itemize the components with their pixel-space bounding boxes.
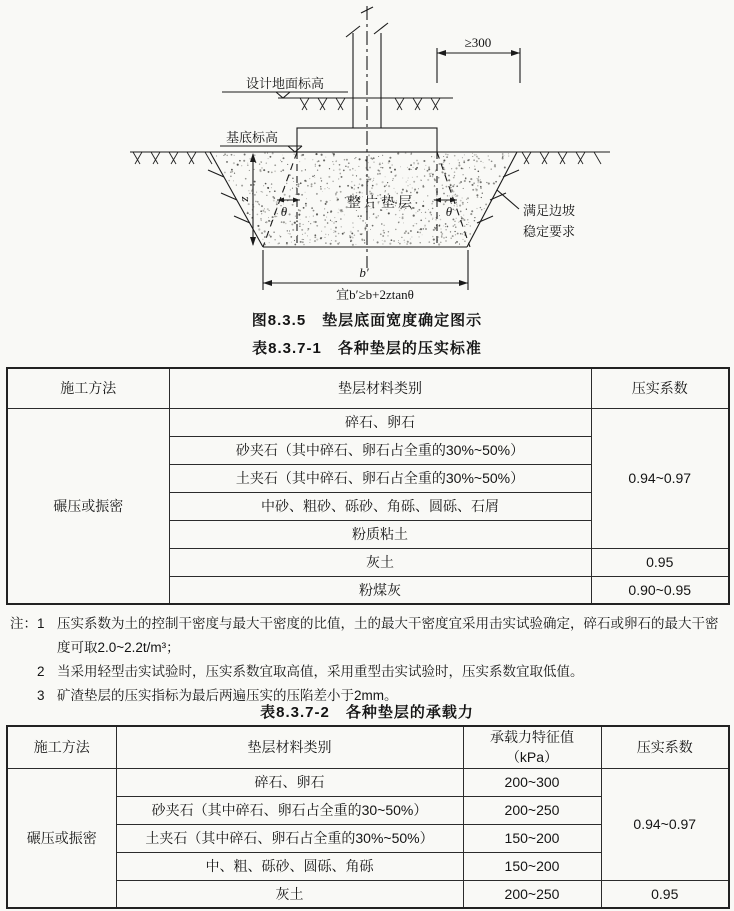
slope-note-line1: 满足边坡: [523, 203, 576, 218]
cushion-label: 整片垫层: [347, 194, 415, 210]
coeff-cell: 0.95: [601, 880, 729, 908]
note-text: 矿渣垫层的压实指标为最后两遍压实的压陷差小于2mm。: [57, 688, 398, 703]
material-cell: 碎石、卵石: [169, 408, 591, 436]
figure-caption: [0, 309, 734, 330]
bearing-cell: 150~200: [463, 824, 601, 852]
method-cell: 碾压或振密: [7, 768, 116, 908]
width-formula: 宜b′≥b+2ztanθ: [336, 287, 414, 302]
material-cell: 中砂、粗砂、砾砂、角砾、圆砾、石屑: [169, 492, 591, 520]
material-cell: 粉煤灰: [169, 576, 591, 604]
method-cell: 碾压或振密: [7, 408, 169, 604]
header-bearing: 承载力特征值（kPa）: [463, 726, 601, 768]
material-cell: 砂夹石（其中碎石、卵石占全重的30%~50%）: [169, 436, 591, 464]
bearing-cell: 200~250: [463, 796, 601, 824]
coeff-cell: 0.90~0.95: [591, 576, 729, 604]
table1-caption-title: 各种垫层的压实标准: [337, 340, 482, 357]
dim-300-label: ≥300: [464, 35, 492, 50]
table1-caption: [0, 337, 734, 358]
header-method: 施工方法: [7, 368, 169, 408]
slope-note-line2: 稳定要求: [523, 224, 576, 239]
table2-caption-title: 各种垫层的承载力: [345, 704, 474, 721]
material-cell: 粉质粘土: [169, 520, 591, 548]
header-material: 垫层材料类别: [116, 726, 463, 768]
bearing-cell: 200~250: [463, 880, 601, 908]
header-material: 垫层材料类别: [169, 368, 591, 408]
note-text: 压实系数为土的控制干密度与最大干密度的比值，土的最大干密度宜采用击实试验确定，碎石或卵石的最大干密度可取2.0~2.2t/m³；: [57, 616, 719, 655]
material-cell: 灰土: [116, 880, 463, 908]
note-number: 1: [37, 616, 45, 631]
header-method: 施工方法: [7, 726, 116, 768]
elevation-symbol-design-ground: [276, 92, 290, 98]
table1-notes: [0, 612, 731, 708]
z-dim-label: z: [236, 196, 251, 202]
table-row: [7, 880, 729, 908]
bearing-cell: 150~200: [463, 852, 601, 880]
figure-caption-number: 图8.3.5: [251, 312, 307, 329]
compaction-standard-table: [6, 367, 730, 605]
table-row: [7, 768, 729, 796]
table2-caption-number: 表8.3.7-2: [260, 704, 330, 721]
bearing-cell: 200~300: [463, 768, 601, 796]
header-coeff: 压实系数: [601, 726, 729, 768]
material-cell: 中、粗、砾砂、圆砾、角砾: [116, 852, 463, 880]
material-cell: 土夹石（其中碎石、卵石占全重的30%~50%）: [116, 824, 463, 852]
notes-prefix: 注：: [10, 616, 37, 631]
material-cell: 土夹石（其中碎石、卵石占全重的30%~50%）: [169, 464, 591, 492]
elevation-symbol-base-level: [288, 146, 302, 152]
theta-left-label: θ: [280, 204, 288, 219]
table-row: [7, 408, 729, 436]
figure-caption-title: 垫层底面宽度确定图示: [322, 312, 483, 329]
table2-caption: [0, 701, 734, 722]
table-header-row: [7, 368, 729, 408]
note-text: 当采用轻型击实试验时，压实系数宜取高值，采用重型击实试验时，压实系数宜取低值。: [57, 664, 584, 679]
bearing-capacity-table: [6, 725, 730, 909]
note-item: [0, 660, 731, 684]
theta-right-label: θ: [445, 204, 453, 219]
coeff-merged-cell: 0.94~0.97: [591, 408, 729, 548]
material-cell: 灰土: [169, 548, 591, 576]
note-number: 2: [37, 664, 45, 679]
foundation-diagram: [0, 0, 734, 305]
base-level-label: 基底标高: [225, 130, 279, 145]
material-cell: 砂夹石（其中碎石、卵石占全重的30~50%）: [116, 796, 463, 824]
note-item: [0, 612, 731, 660]
b-prime-label: b′: [359, 265, 369, 280]
design-ground-label: 设计地面标高: [245, 76, 325, 91]
table1-caption-number: 表8.3.7-1: [252, 340, 322, 357]
coeff-cell: 0.95: [591, 548, 729, 576]
header-coeff: 压实系数: [591, 368, 729, 408]
table-header-row: [7, 726, 729, 768]
coeff-merged-cell: 0.94~0.97: [601, 768, 729, 880]
note-number: 3: [37, 688, 45, 703]
slope-note-leader: [497, 190, 519, 209]
material-cell: 碎石、卵石: [116, 768, 463, 796]
